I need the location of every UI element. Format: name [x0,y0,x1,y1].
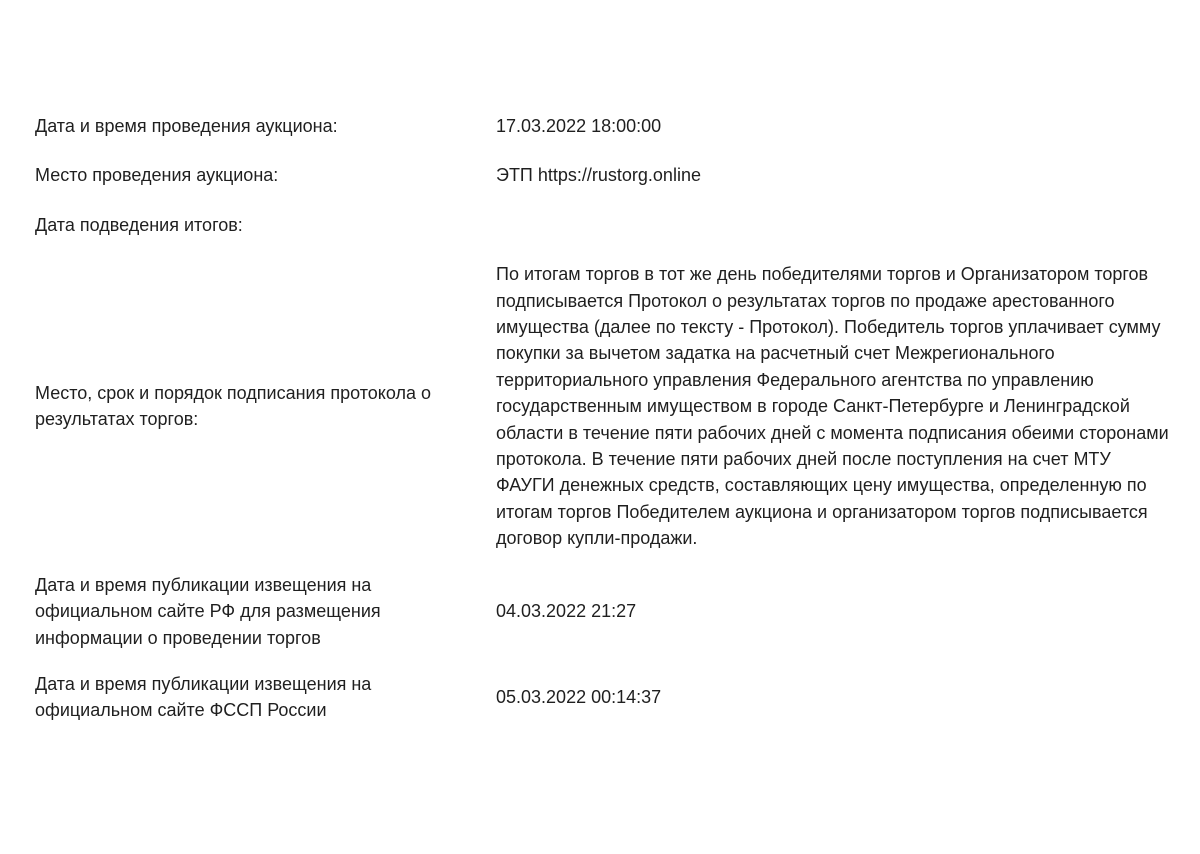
label-auction-place: Место проведения аукциона: [35,165,279,186]
label-protocol-signing: Место, срок и порядок подписания протокола о результатах торгов: [35,383,431,430]
row-publication-rf-site [35,572,1170,651]
value-auction-datetime: 17.03.2022 18:00:00 [496,116,662,136]
value-publication-fssp-site: 05.03.2022 00:14:37 [496,687,662,708]
label-publication-rf-site: Дата и время публикации извещения на официальном сайте РФ для размещения информации о проведении торгов [35,574,381,648]
row-auction-place [35,162,1170,188]
label-auction-datetime: Дата и время проведения аукциона: [35,116,338,136]
value-auction-place: ЭТП https://rustorg.online [496,165,701,186]
row-auction-datetime [35,113,1170,139]
row-protocol-signing [35,261,1170,551]
label-results-date: Дата подведения итогов: [35,214,243,235]
row-results-date [35,212,1170,238]
auction-info-table [35,113,1170,747]
row-publication-fssp-site [35,671,1170,724]
value-protocol-signing: По итогам торгов в тот же день победителями торгов и Организатором торгов подписывается Протокол о результатах торгов по продаже арестованного имущества (далее по тексту - Протокол). Победитель торгов уплачивает сумму покупки за вычетом задатка на расчетный счет Межрегионального территориального управления Федерального агентства по управлению государственным имуществом в городе Санкт-Петербурге и Ленинградской области в течение пяти рабочих дней с момента подписания обеими сторонами протокола. В течение пяти рабочих дней после поступления на счет МТУ ФАУГИ денежных средств, составляющих цену имущества, определенную по итогам торгов Победителем аукциона и организатором торгов подписывается договор купли-продажи. [496,264,1169,549]
label-publication-fssp-site: Дата и время публикации извещения на официальном сайте ФССП России [35,673,372,721]
value-results-date [496,212,1170,238]
value-publication-rf-site: 04.03.2022 21:27 [496,601,637,622]
